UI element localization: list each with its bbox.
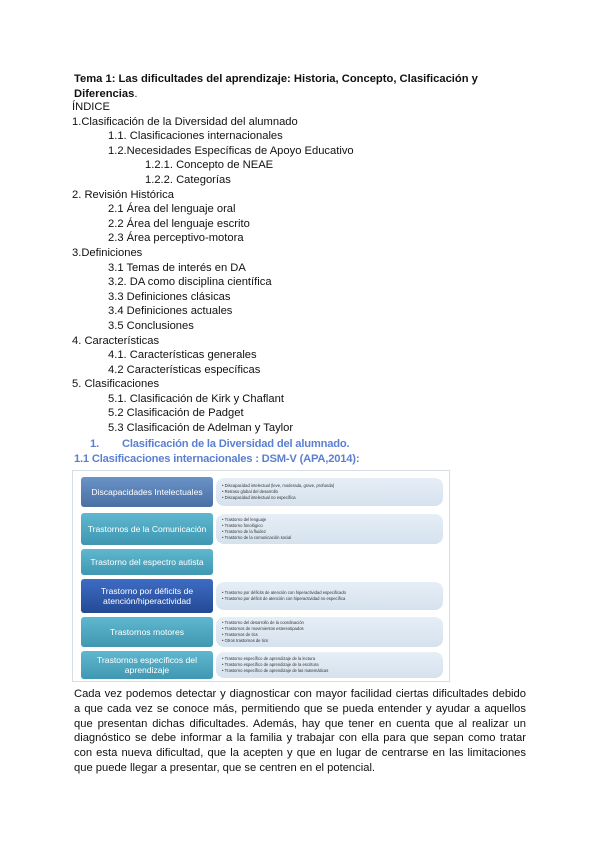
toc-item: 1.Clasificación de la Diversidad del alumnado — [72, 115, 298, 128]
toc-item: 3.2. DA como disciplina científica — [108, 276, 272, 289]
toc-item: 1.2.1. Concepto de NEAE — [145, 159, 274, 172]
document-title: Tema 1: Las dificultades del aprendizaje: Historia, Concepto, Clasificación y Diferencias. — [74, 73, 478, 100]
figure-row — [81, 579, 443, 613]
figure-row-items — [222, 656, 437, 674]
body-paragraph: Cada vez podemos detectar y diagnosticar con mayor facilidad ciertas dificultades debido a que cada vez se conoce más, permitiendo que se pueda entender y ayudar a aquellos que presentan dichas dificultades. Además, hay que tener en cuenta que al realizar un diagnóstico se debe informar a la familia y trabajar con ella para que sepan como tratar con esta nueva dificultad, que la acepten y que en lugar de centrarse en las limitaciones que puede llegar a presentar, que se centren en el potencial. — [74, 688, 526, 774]
table-of-contents — [72, 100, 532, 436]
figure-row — [81, 477, 443, 507]
toc-item: 2.1 Área del lenguaje oral — [108, 203, 236, 216]
figure-row-label: Trastorno del espectro autista — [81, 549, 213, 575]
figure-item: • Trastorno de la fluidez — [222, 529, 437, 535]
figure-row-label: Trastornos de la Comunicación — [81, 513, 213, 545]
figure-row — [81, 651, 443, 679]
figure-row-items — [222, 517, 437, 541]
figure-item: • Trastorno por déficits de atención con hiperactividad especificado — [222, 590, 437, 596]
toc-item: 1.1. Clasificaciones internacionales — [108, 130, 283, 143]
figure-item: • Trastorno específico de aprendizaje de la escritura — [222, 662, 437, 668]
figure-item: • Trastorno del lenguaje — [222, 517, 437, 523]
figure-row-items — [222, 590, 437, 602]
figure-row-label: Discapacidades Intelectuales — [81, 477, 213, 507]
section-title: Clasificación de la Diversidad del alumnado. — [122, 438, 350, 450]
toc-item: 3.Definiciones — [72, 246, 143, 259]
figure-row-items — [222, 483, 437, 501]
figure-item: • Trastorno específico de aprendizaje de las matemáticas — [222, 668, 437, 674]
toc-item: 4. Características — [72, 334, 160, 347]
figure-item: • Retraso global del desarrollo — [222, 489, 437, 495]
toc-item: 3.3 Definiciones clásicas — [108, 290, 231, 303]
toc-item: 3.1 Temas de interés en DA — [108, 261, 246, 274]
figure-item: • Trastorno del desarrollo de la coordinación — [222, 620, 437, 626]
figure-item: • Trastornos de movimientos estereotipados — [222, 626, 437, 632]
figure-row — [81, 513, 443, 545]
figure-item: • Trastorno de la comunicación social — [222, 535, 437, 541]
toc-item: 2.3 Área perceptivo-motora — [108, 232, 244, 245]
figure-item: • Trastornos de tics — [222, 632, 437, 638]
figure-row — [81, 617, 443, 647]
figure-item: • Discapacidad intelectual no específica — [222, 495, 437, 501]
toc-item: 4.2 Características específicas — [108, 363, 261, 376]
figure-item: • Discapacidad intelectual (leve, moderada, grave, profunda) — [222, 483, 437, 489]
toc-item: 5. Clasificaciones — [72, 378, 160, 391]
figure-item: • Trastorno específico de aprendizaje de la lectura — [222, 656, 437, 662]
toc-item: 5.1. Clasificación de Kirk y Chaflant — [108, 392, 284, 405]
subsection-heading: 1.1 Clasificaciones internacionales : DSM-V (APA,2014): — [74, 453, 360, 465]
toc-item: 2.2 Área del lenguaje escrito — [108, 217, 250, 230]
figure-item: • Trastorno fonológico — [222, 523, 437, 529]
toc-item: 5.3 Clasificación de Adelman y Taylor — [108, 422, 294, 435]
dsm-v-classification-figure — [72, 470, 450, 682]
section-heading — [90, 438, 349, 450]
figure-item: • Otros trastornos de tics — [222, 638, 437, 644]
toc-item: 2. Revisión Histórica — [72, 188, 174, 201]
toc-heading: ÍNDICE — [72, 101, 110, 113]
toc-item: 3.4 Definiciones actuales — [108, 305, 233, 318]
figure-row-label: Trastornos motores — [81, 617, 213, 647]
toc-item: 3.5 Conclusiones — [108, 319, 194, 332]
toc-item: 4.1. Características generales — [108, 349, 257, 362]
section-number: 1. — [90, 438, 99, 450]
figure-row — [81, 549, 443, 575]
figure-row-label: Trastornos específicos del aprendizaje — [81, 651, 213, 679]
toc-item: 1.2.2. Categorías — [145, 173, 231, 186]
figure-row-label: Trastorno por déficits de atención/hiperactividad — [81, 579, 213, 613]
figure-item: • Trastorno por déficit de atención con hiperactividad no específica — [222, 596, 437, 602]
toc-item: 1.2.Necesidades Específicas de Apoyo Educativo — [108, 144, 354, 157]
toc-item: 5.2 Clasificación de Padget — [108, 407, 244, 420]
figure-row-items — [222, 620, 437, 644]
